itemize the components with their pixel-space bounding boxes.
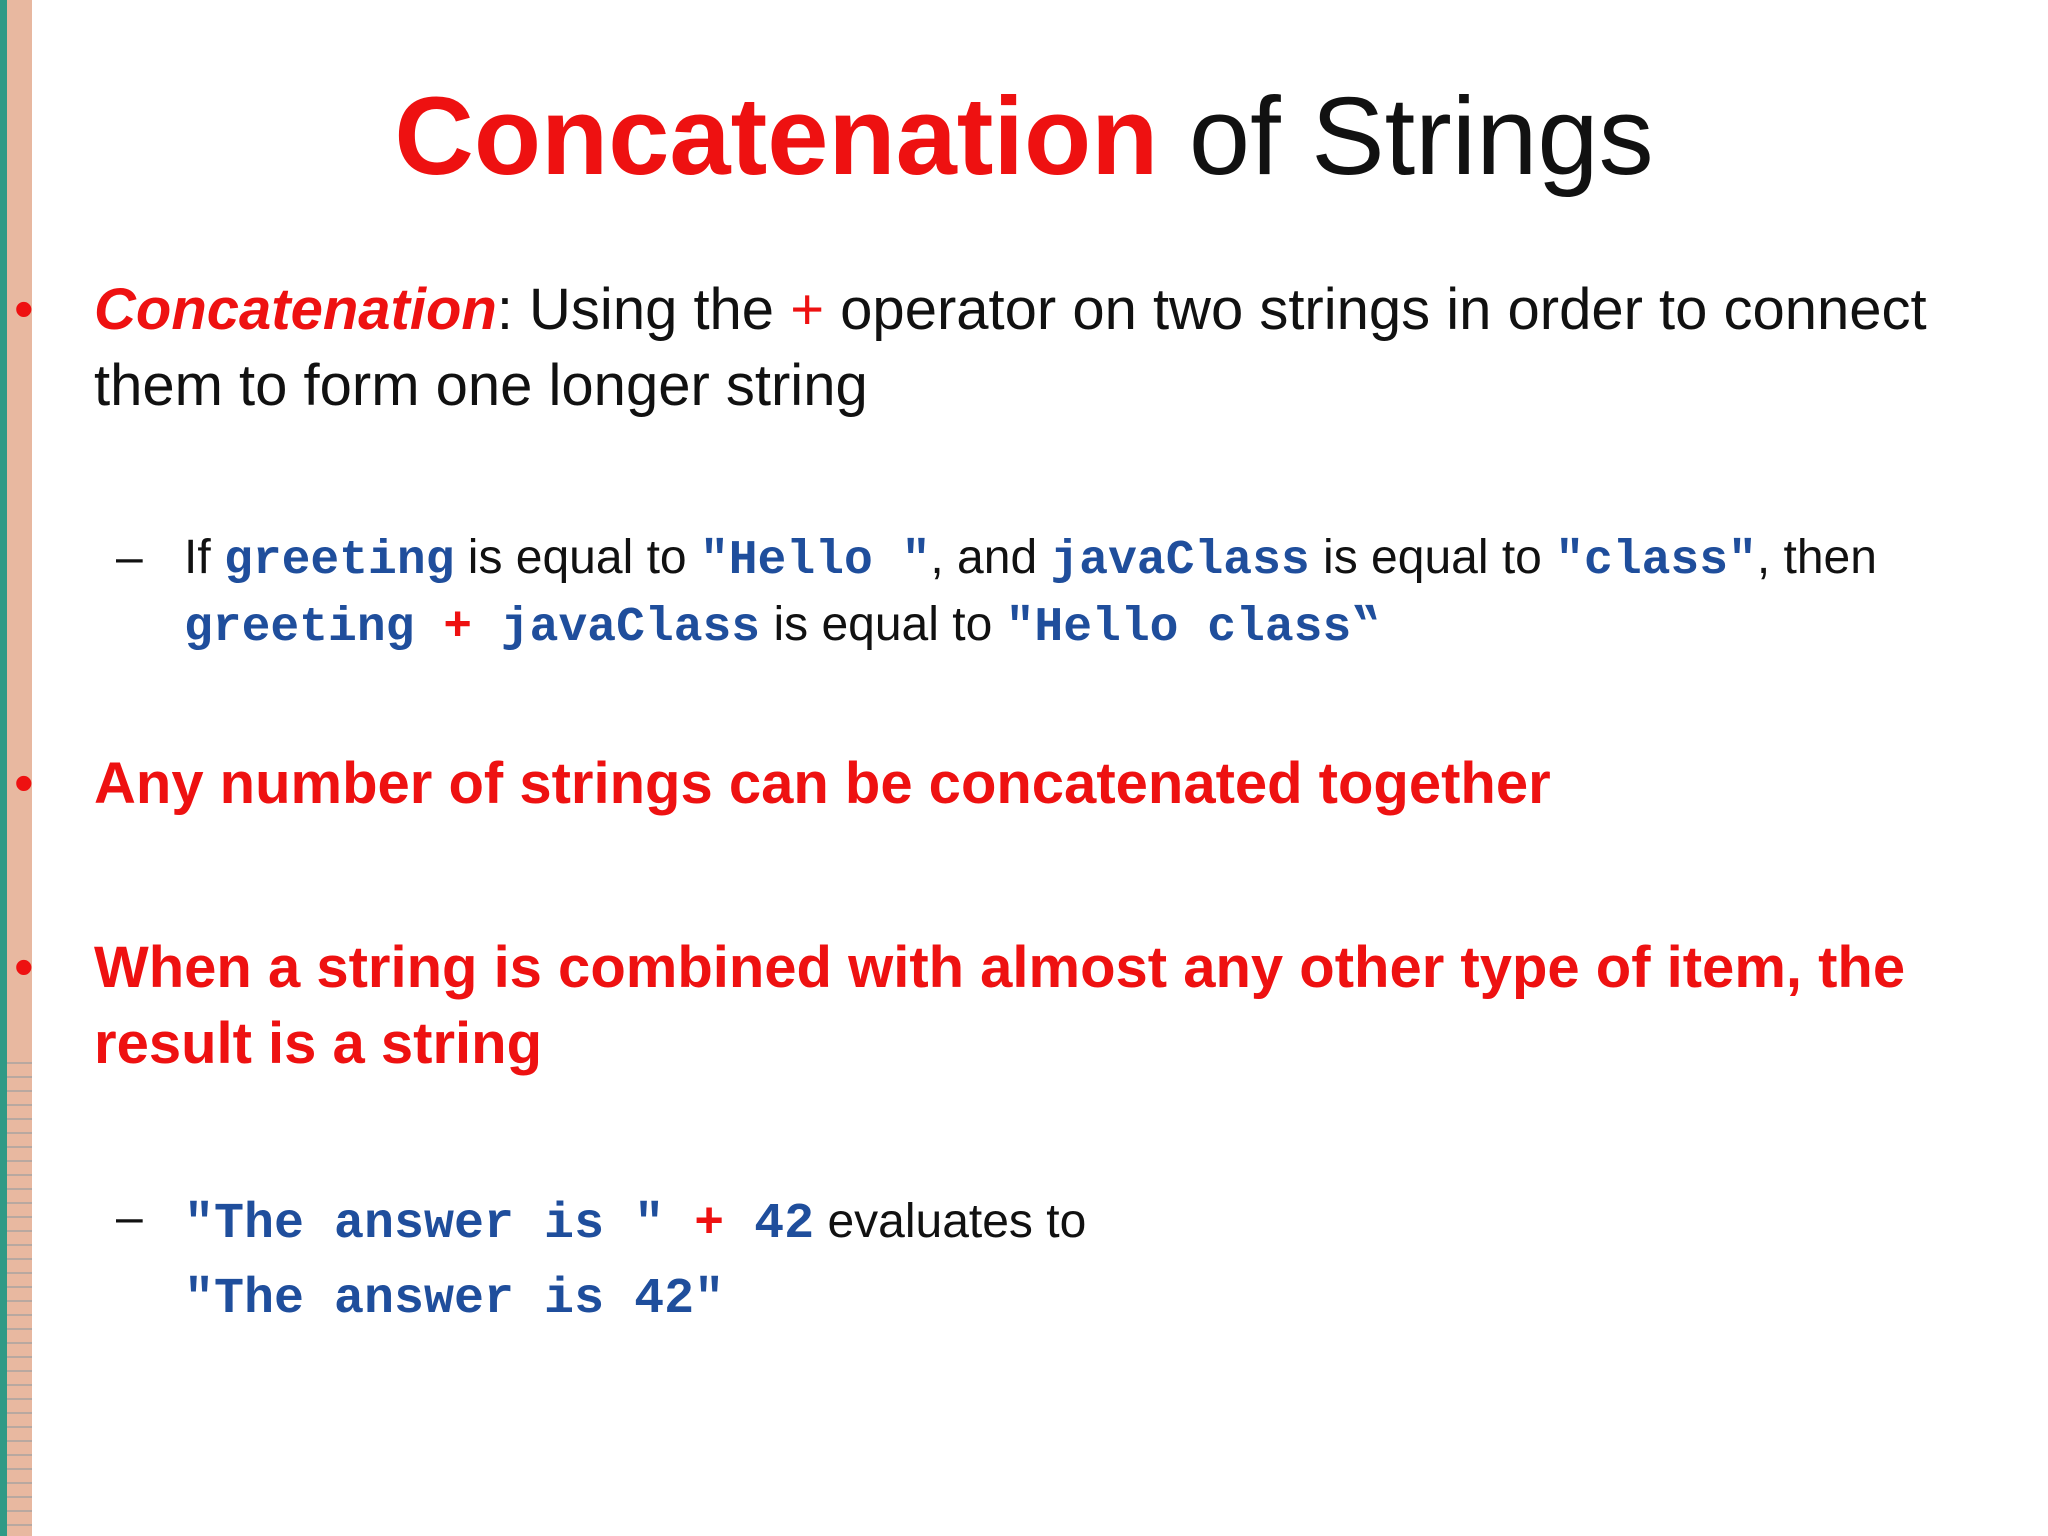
- bullet-any-number: Any number of strings can be concatenated together: [94, 751, 1551, 816]
- sub-bullet-greeting-example: [184, 526, 2014, 660]
- plus-operator: +: [790, 277, 825, 342]
- bullet-concatenation-definition: [94, 272, 1994, 424]
- title-highlight: Concatenation: [394, 75, 1159, 198]
- bullet-marker: •: [14, 751, 34, 814]
- bullet-text: operator on two strings in order to connect them to form one longer string: [94, 277, 1927, 418]
- code-greeting: greeting: [184, 601, 415, 655]
- sub-bullet-dash: –: [116, 531, 143, 584]
- title-rest: of Strings: [1158, 75, 1654, 198]
- code-plus-operator: +: [414, 601, 501, 655]
- slide-title: [0, 72, 2048, 202]
- sub-text: is equal to: [760, 598, 1006, 651]
- bullet-marker: •: [14, 277, 34, 340]
- sub-text: , and: [930, 531, 1051, 584]
- sub-text: is equal to: [454, 531, 700, 584]
- left-bar-stripes: [7, 1050, 32, 1536]
- code-plus-operator: +: [664, 1196, 755, 1253]
- bullet-combined-result: When a string is combined with almost any other type of item, the result is a string: [94, 935, 1906, 1076]
- code-greeting: greeting: [224, 534, 455, 588]
- bullet-term: Concatenation: [94, 277, 497, 342]
- sub-text: , then: [1756, 531, 1877, 584]
- code-javaclass: javaClass: [500, 601, 761, 655]
- code-javaclass: javaClass: [1050, 534, 1310, 588]
- sub-text: is equal to: [1309, 531, 1556, 584]
- sub-bullet-dash: –: [116, 1191, 143, 1244]
- sub-text: evaluates to: [814, 1195, 1087, 1248]
- sub-text: If: [184, 531, 225, 584]
- code-hello-class: "Hello class‟: [1005, 601, 1381, 655]
- code-number-42: 42: [754, 1196, 815, 1253]
- code-hello: "Hello ": [699, 534, 931, 588]
- code-answer-string: "The answer is ": [184, 1196, 665, 1253]
- code-class: "class": [1555, 534, 1757, 588]
- code-answer-result: "The answer is 42": [184, 1271, 725, 1328]
- bullet-marker: •: [14, 935, 34, 998]
- sub-bullet-answer-example: [184, 1186, 1684, 1336]
- left-bar-edge: [0, 0, 7, 1536]
- bullet-text: : Using the: [496, 277, 791, 342]
